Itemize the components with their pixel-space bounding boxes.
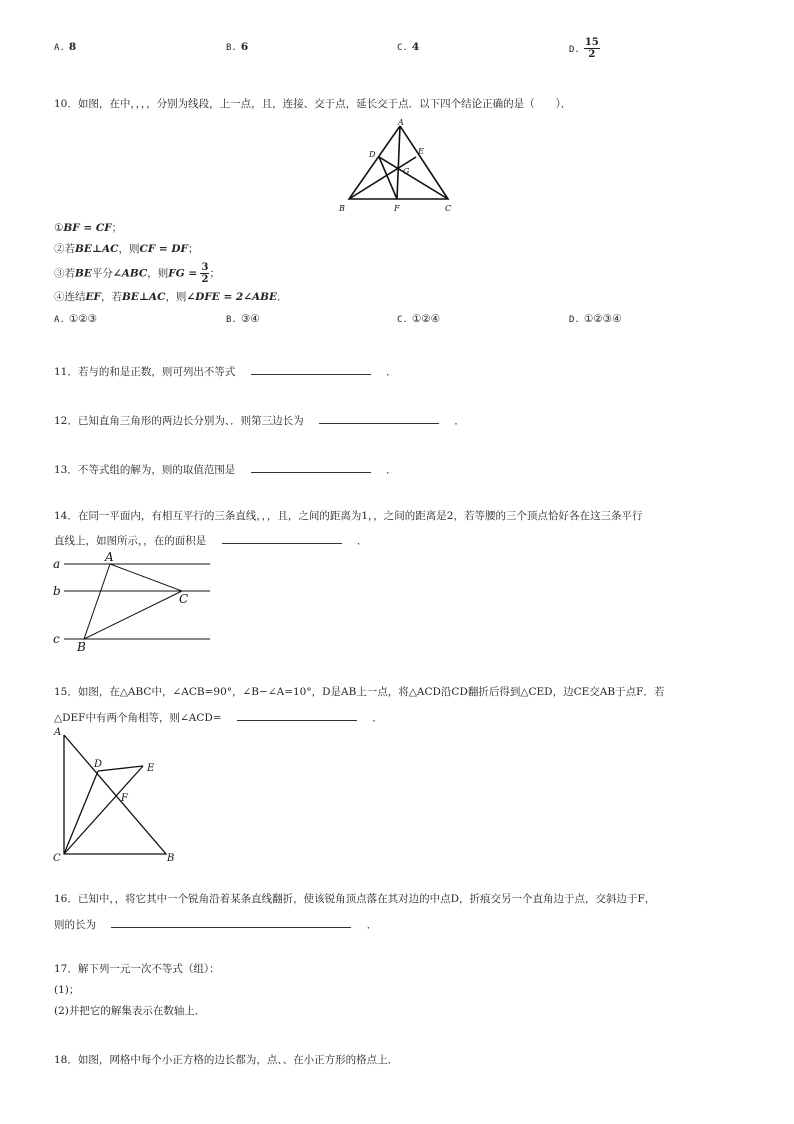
q17-part1: (1)；	[54, 984, 80, 996]
q16-line1: 16．已知中，，将它其中一个锐角沿着某条直线翻折，使该锐角顶点落在其对边的中点D，折痕交另一个直角边于点，交斜边于F，	[54, 893, 656, 905]
option-label: D.	[569, 44, 580, 55]
statement-text: ，则	[147, 267, 169, 280]
option-value: 4	[411, 41, 420, 53]
statement-text: 平分	[91, 267, 113, 280]
q18-stem: 18．如图，网格中每个小正方格的边长都为，点、、在小正方形的格点上．	[54, 1054, 399, 1066]
q11	[54, 362, 397, 380]
option-label: A.	[54, 315, 65, 325]
statement-math: BE	[75, 267, 92, 280]
label-a: A	[54, 727, 62, 738]
q10-statement-1	[54, 222, 122, 236]
q10-option-b	[226, 313, 260, 327]
statement-math: BF = CF	[63, 222, 112, 234]
q16-line2	[54, 915, 377, 933]
segment-de	[98, 766, 143, 771]
question-stem: 13．不等式组的解为，则的取值范围是	[54, 464, 236, 476]
statement-prefix: ②若	[54, 243, 75, 255]
option-label: B.	[226, 315, 237, 325]
q15-line2	[54, 708, 383, 726]
q10-option-a	[54, 313, 97, 327]
answer-blank[interactable]	[319, 411, 439, 424]
label-b: B	[167, 853, 175, 864]
question-stem: △DEF中有两个角相等，则∠ACD=	[54, 712, 222, 724]
option-value: ①②③	[68, 313, 98, 325]
question-end: ．	[454, 415, 465, 427]
statement-suffix: ．	[277, 291, 288, 303]
option-value: ①②③④	[583, 313, 622, 325]
label-b: B	[77, 640, 86, 652]
q9-option-d	[569, 37, 600, 60]
statement-math: FG =	[168, 267, 198, 280]
question-end: ．	[366, 919, 378, 931]
q10-statement-3	[54, 262, 220, 285]
statement-prefix: ③若	[54, 267, 75, 280]
question-stem: 直线上，如图所示，，在的面积是	[54, 535, 207, 547]
statement-math: ∠ABC	[112, 267, 148, 280]
answer-blank[interactable]	[251, 362, 371, 375]
statement-text: ，则	[165, 291, 187, 303]
answer-blank[interactable]	[222, 531, 342, 544]
label-line-b: b	[53, 584, 61, 598]
triangle-abc	[84, 564, 182, 639]
fraction-numerator: 3	[201, 262, 209, 273]
segment-ce	[64, 766, 143, 854]
segment-cd	[64, 771, 98, 854]
q10-statement-2	[54, 243, 198, 257]
statement-suffix: ；	[111, 222, 123, 234]
option-label: A.	[54, 43, 65, 53]
fraction-numerator: 15	[584, 37, 599, 48]
question-stem: 11．若与的和是正数，则可列出不等式	[54, 366, 236, 378]
q9-option-a	[54, 41, 76, 55]
q15-line1: 15．如图，在△ABC中，∠ACB=90°，∠B−∠A=10°，D是AB上一点，将△ACD沿CD翻折后得到△CED，边CE交AB于点F．若	[54, 686, 665, 698]
option-value: ③④	[240, 313, 260, 325]
label-a: A	[398, 118, 404, 127]
label-d: D	[94, 759, 103, 770]
question-end: ．	[386, 366, 397, 378]
option-label: B.	[226, 43, 237, 53]
statement-prefix: ④连结	[54, 291, 86, 303]
label-f: F	[394, 204, 400, 213]
statement-math: CF = DF	[139, 243, 188, 255]
option-label: D.	[569, 315, 580, 325]
answer-blank[interactable]	[111, 915, 351, 928]
statement-suffix: ；	[209, 267, 220, 280]
question-stem: 12．已知直角三角形的两边长分别为、．则第三边长为	[54, 415, 304, 427]
segment-af	[397, 126, 400, 199]
label-line-c: c	[53, 632, 60, 646]
option-value: ①②④	[411, 313, 441, 325]
q14-line2	[54, 531, 367, 549]
label-a: A	[105, 552, 114, 564]
question-stem: 则的长为	[54, 919, 96, 931]
statement-suffix: ；	[187, 243, 199, 255]
q17-stem: 17．解下列一元一次不等式（组）：	[54, 963, 220, 975]
label-f: F	[121, 793, 128, 804]
q10-option-d	[569, 313, 622, 327]
q10-stem: 10．如图，在中，，，，分别为线段，上一点，且，连接、交于点，延长交于点．以下四个结论正确的是（ ）．	[54, 98, 572, 110]
q10-option-c	[397, 313, 440, 327]
q15-figure	[50, 725, 190, 865]
label-d: D	[369, 150, 376, 159]
fraction-denominator: 2	[201, 274, 209, 285]
statement-math: BE⊥AC	[121, 291, 166, 303]
label-e: E	[147, 763, 155, 774]
option-label: C.	[397, 43, 408, 53]
question-end: ．	[372, 712, 383, 724]
label-c: C	[445, 204, 452, 213]
q12	[54, 411, 465, 429]
label-line-a: a	[53, 557, 61, 571]
question-end: ．	[356, 535, 368, 547]
statement-text: ，则	[118, 243, 140, 255]
q14-figure	[50, 552, 215, 652]
statement-prefix: ①	[54, 222, 64, 234]
statement-text: ，若	[100, 291, 122, 303]
answer-blank[interactable]	[251, 460, 371, 473]
option-label: C.	[397, 315, 408, 325]
fraction	[584, 37, 600, 60]
statement-math: EF	[85, 291, 101, 303]
q13	[54, 460, 397, 478]
question-end: ．	[386, 464, 397, 476]
segment-ce	[379, 157, 448, 199]
statement-math: BE⊥AC	[75, 243, 119, 255]
label-c: C	[53, 853, 61, 864]
label-e: E	[418, 147, 424, 156]
label-c: C	[179, 592, 189, 606]
q17-part2: (2)并把它的解集表示在数轴上．	[54, 1005, 206, 1017]
answer-blank[interactable]	[237, 708, 357, 721]
statement-math: ∠DFE = 2∠ABE	[186, 291, 278, 303]
label-g: G	[403, 167, 410, 176]
q10-figure	[335, 117, 465, 217]
q9-option-b	[226, 41, 248, 55]
option-value: 6	[240, 41, 249, 53]
q10-statement-4	[54, 291, 288, 305]
fraction-denominator: 2	[588, 49, 596, 60]
option-value: 8	[68, 41, 77, 53]
q9-option-c	[397, 41, 419, 55]
q14-line1: 14．在同一平面内，有相互平行的三条直线，，，且，之间的距离为1，，之间的距离是2，若等腰的三个顶点恰好各在这三条平行	[54, 510, 643, 522]
label-b: B	[339, 204, 345, 213]
